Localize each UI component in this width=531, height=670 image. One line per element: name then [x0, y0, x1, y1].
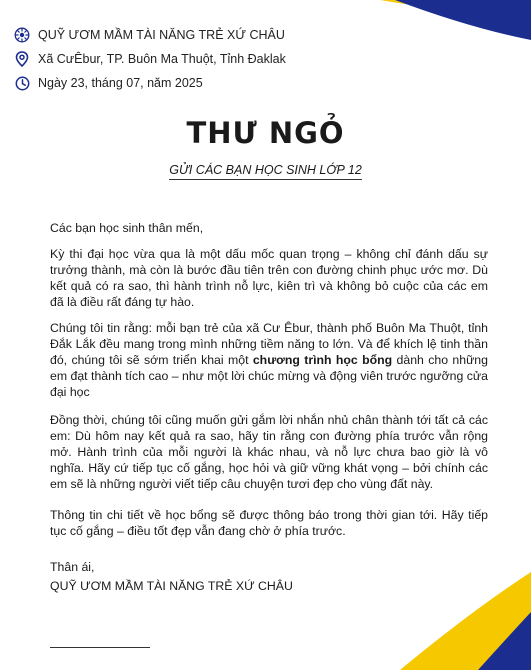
lotus-logo-icon [14, 27, 30, 43]
org-name: QUỸ ƯƠM MẦM TÀI NĂNG TRẺ XỨ CHÂU [38, 28, 285, 42]
letter-title: THƯ NGỎ [186, 116, 345, 150]
clock-icon [14, 75, 30, 91]
address-text: Xã CưÊbur, TP. Buôn Ma Thuột, Tỉnh Đaklak [38, 52, 286, 66]
address-line [14, 51, 286, 67]
letter-subtitle-text: GỬI CÁC BẠN HỌC SINH LỚP 12 [169, 163, 362, 180]
paragraph-1: Kỳ thi đại học vừa qua là một dấu mốc quan trọng – không chỉ đánh dấu sự trưởng thành, mà còn là bước đầu tiên trên con đường chinh phục ước mơ. Dù kết quả có ra sao, thì hành trình nỗ lực, kiên trì và không bỏ cuộc của các em đã là điều rất đáng tự hào. [50, 247, 488, 309]
paragraph-3: Đồng thời, chúng tôi cũng muốn gửi gắm lời nhắn nhủ chân thành tới tất cả các em: Dù hôm nay kết quả ra sao, hãy tin rằng con đường phía trước vẫn rộng mở. Hành trình của mỗi người là khác nhau, và nỗ lực chưa bao giờ là vô nghĩa. Hãy cứ tiếp tục cố gắng, học hỏi và giữ vững khát vọng – bởi chính các em sẽ là những người viết tiếp câu chuyện tươi đẹp cho vùng đất này. [50, 413, 488, 491]
paragraph-2 [50, 320, 488, 400]
org-name-line [14, 27, 285, 43]
date-text: Ngày 23, tháng 07, năm 2025 [38, 76, 203, 90]
date-line [14, 75, 203, 91]
signature-name: QUỸ ƯƠM MẦM TÀI NĂNG TRẺ XỨ CHÂU [50, 579, 293, 593]
paragraph-4: Thông tin chi tiết về học bổng sẽ được thông báo trong thời gian tới. Hãy tiếp tục cố gắng – điều tốt đẹp vẫn đang chờ ở phía trước. [50, 508, 488, 538]
greeting: Các bạn học sinh thân mến, [50, 221, 204, 235]
paragraph-2-start: Chúng tôi tin rằng: mỗi bạn trẻ của xã Cư Êbur, thành phố Buôn Ma Thuột, tỉnh Đắk Lắk đều mang trong mình những tiềm năng to lớn. Và để khích lệ tinh thần đó, chúng tôi sẽ sớm triển khai một [50, 321, 488, 367]
signature-line [50, 647, 150, 648]
scholarship-highlight: chương trình học bổng [252, 353, 393, 367]
letter-subtitle [0, 163, 531, 177]
location-pin-icon [14, 51, 30, 67]
closing: Thân ái, [50, 560, 95, 574]
paragraph-2-end: dành cho những em đạt thành tích cao – như một lời chúc mừng và động viên trước ngưỡng cửa đại học [50, 353, 488, 399]
